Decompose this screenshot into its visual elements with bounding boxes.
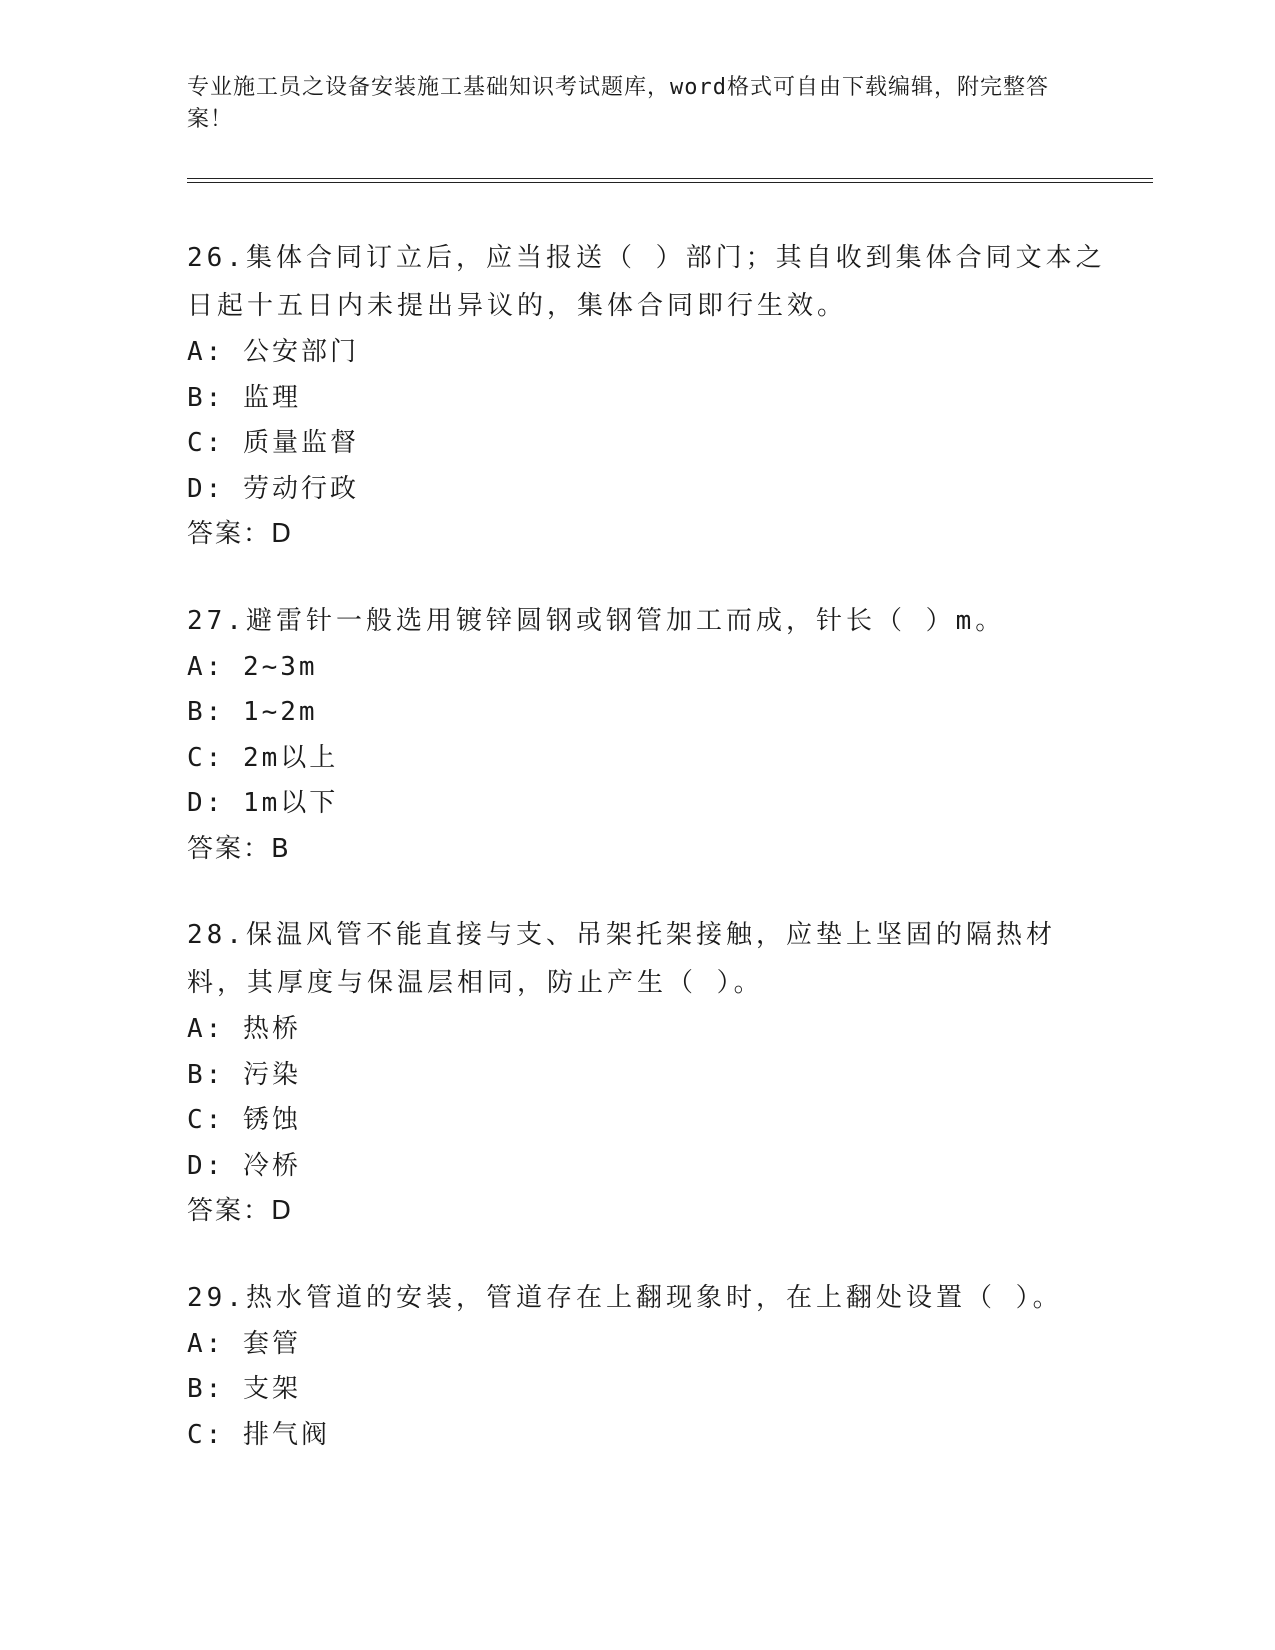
question-28 bbox=[187, 911, 1107, 1235]
option-b: B: 监理 bbox=[187, 382, 301, 413]
option-a: A: 套管 bbox=[187, 1328, 301, 1359]
question-text: 28.保温风管不能直接与支、吊架托架接触，应垫上坚固的隔热材料，其厚度与保温层相同，防止产生（ ）。 bbox=[187, 920, 1056, 998]
option-d: D: 1m以下 bbox=[187, 788, 339, 818]
header-divider bbox=[187, 178, 1153, 183]
option-b: B: 支架 bbox=[187, 1374, 301, 1404]
option-c: C: 排气阀 bbox=[187, 1419, 330, 1450]
question-26 bbox=[187, 234, 1107, 558]
question-list bbox=[187, 234, 1107, 1497]
question-text: 27.避雷针一般选用镀锌圆钢或钢管加工而成，针长（ ）m。 bbox=[187, 605, 1006, 636]
option-a: A: 热桥 bbox=[187, 1014, 301, 1044]
option-a: A: 公安部门 bbox=[187, 337, 359, 367]
answer: 答案：D bbox=[187, 519, 294, 549]
document-header: 专业施工员之设备安装施工基础知识考试题库，word格式可自由下载编辑，附完整答案！ bbox=[187, 75, 1049, 132]
option-b: B: 1~2m bbox=[187, 697, 318, 727]
option-c: C: 质量监督 bbox=[187, 428, 359, 458]
option-c: C: 2m以上 bbox=[187, 742, 339, 773]
question-29 bbox=[187, 1274, 1107, 1459]
option-d: D: 冷桥 bbox=[187, 1150, 301, 1181]
question-text: 26.集体合同订立后，应当报送（ ）部门；其自收到集体合同文本之日起十五日内未提出异议的，集体合同即行生效。 bbox=[187, 243, 1106, 321]
option-b: B: 污染 bbox=[187, 1059, 301, 1090]
option-c: C: 锈蚀 bbox=[187, 1105, 301, 1135]
question-27 bbox=[187, 597, 1107, 873]
option-d: D: 劳动行政 bbox=[187, 473, 359, 504]
option-a: A: 2~3m bbox=[187, 651, 318, 682]
answer: 答案：D bbox=[187, 1196, 294, 1226]
answer: 答案：B bbox=[187, 833, 291, 864]
question-text: 29.热水管道的安装，管道存在上翻现象时，在上翻处设置（ ）。 bbox=[187, 1282, 1063, 1313]
